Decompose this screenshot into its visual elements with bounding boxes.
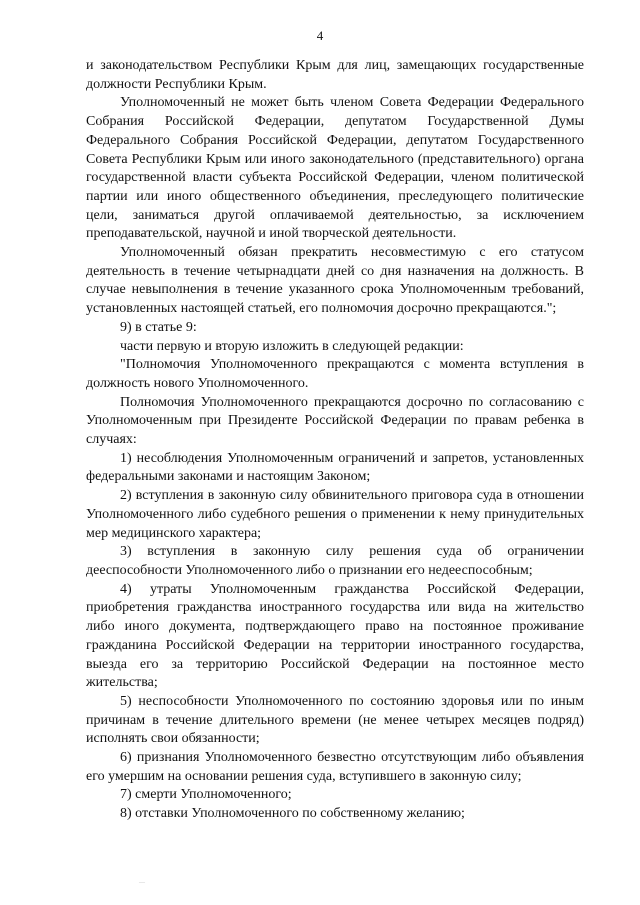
- document-paragraph: 3) вступления в законную силу решения суда об ограничении дееспособности Уполномоченного либо о признании его недееспособным;: [86, 544, 584, 578]
- document-paragraph: 4) утраты Уполномоченным гражданства Российской Федерации, приобретения гражданства иностранного государства или вида на жительство либо иного документа, подтверждающего право на постоянное проживание гражданина Российской Федерации на территории иностранного государства, выезда его за территорию Российской Федерации на постоянное место жительства;: [86, 581, 584, 691]
- document-paragraph: и законодательством Республики Крым для лиц, замещающих государственные должности Республики Крым.: [86, 58, 584, 92]
- document-body: [86, 57, 584, 824]
- document-paragraph: "Полномочия Уполномоченного прекращаются с момента вступления в должность нового Уполномоченного.: [86, 357, 584, 391]
- document-paragraph: Полномочия Уполномоченного прекращаются досрочно по согласованию с Уполномоченным при Президенте Российской Федерации по правам ребенка в случаях:: [86, 394, 584, 448]
- document-paragraph: 6) признания Уполномоченного безвестно отсутствующим либо объявления его умершим на основании решения суда, вступившего в законную силу;: [86, 750, 584, 784]
- document-paragraph: 8) отставки Уполномоченного по собственному желанию;: [120, 806, 465, 822]
- document-paragraph: 2) вступления в законную силу обвинительного приговора суда в отношении Уполномоченного либо судебного решения о применении к нему принудительных мер медицинского характера;: [86, 488, 584, 541]
- page-scan-mark: —: [139, 880, 145, 886]
- document-paragraph: 1) несоблюдения Уполномоченным ограничений и запретов, установленных федеральными законами и настоящим Законом;: [86, 450, 584, 485]
- document-paragraph: 7) смерти Уполномоченного;: [120, 787, 292, 803]
- document-paragraph: 5) неспособности Уполномоченного по состоянию здоровья или по иным причинам в течение длительного времени (не менее четырех месяцев подряд) исполнять свои обязанности;: [86, 693, 584, 747]
- document-paragraph: 9) в статье 9:: [120, 319, 197, 335]
- document-paragraph: Уполномоченный не может быть членом Совета Федерации Федерального Собрания Российской Федерации, депутатом Государственной Думы Федерального Собрания Российской Федерации, депутатом Государственного Совета Республики Крым или иного законодательного (представительного) органа государственной власти субъекта Российской Федерации, членом политической партии или иного общественного объединения, преследующего политические цели, заниматься другой оплачиваемой деятельностью, за исключением преподавательской, научной и иной творческой деятельности.: [86, 95, 584, 242]
- document-paragraph: части первую и вторую изложить в следующей редакции:: [120, 338, 464, 354]
- page-number: 4: [316, 28, 324, 43]
- document-paragraph: Уполномоченный обязан прекратить несовместимую с его статусом деятельность в течение четырнадцати дней со дня назначения на должность. В случае невыполнения в течение указанного срока Уполномоченным требований, установленных настоящей статьей, его полномочия досрочно прекращаются.";: [86, 245, 584, 317]
